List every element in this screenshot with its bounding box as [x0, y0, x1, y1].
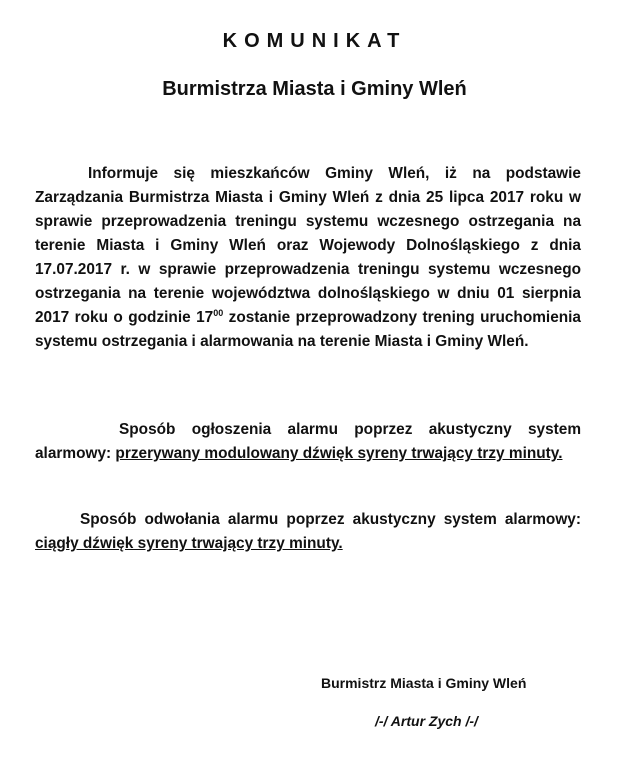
- signature-office: Burmistrz Miasta i Gminy Wleń: [321, 675, 527, 691]
- alarm-announcement-lead: Sposób ogłoszenia alarmu poprzez akustyczny system alarmowy:: [35, 421, 581, 462]
- announcement-text-end: zostanie przeprowadzony trening uruchomienia systemu ostrzegania i alarmowania na terenie Miasta i Gminy Wleń.: [35, 309, 581, 350]
- signature-name: /-/ Artur Zych /-/: [375, 713, 478, 729]
- document-subtitle: Burmistrza Miasta i Gminy Wleń: [162, 78, 467, 100]
- document-title: KOMUNIKAT: [222, 30, 407, 52]
- announcement-paragraph: [35, 162, 581, 354]
- alarm-cancel-paragraph: [35, 508, 581, 556]
- announcement-text: Informuje się mieszkańców Gminy Wleń, iż na podstawie Zarządzania Burmistrza Miasta i Gminy Wleń z dnia 25 lipca 2017 roku w sprawie przeprowadzenia treningu systemu wczesnego ostrzegania na terenie Miasta i Gminy Wleń oraz Wojewody Dolnośląskiego z dnia 17.07.2017 r. w sprawie przeprowadzenia treningu systemu wczesnego ostrzegania na terenie województwa dolnośląskiego w dniu 01 sierpnia 2017 roku o godzinie 17: [35, 165, 581, 326]
- hour-superscript: 00: [213, 307, 224, 318]
- alarm-announcement-paragraph: [35, 418, 581, 466]
- alarm-cancel-signal: ciągły dźwięk syreny trwający trzy minuty.: [35, 535, 343, 552]
- alarm-announcement-signal: przerywany modulowany dźwięk syreny trwający trzy minuty.: [115, 445, 563, 462]
- alarm-cancel-lead: Sposób odwołania alarmu poprzez akustyczny system alarmowy:: [80, 511, 581, 528]
